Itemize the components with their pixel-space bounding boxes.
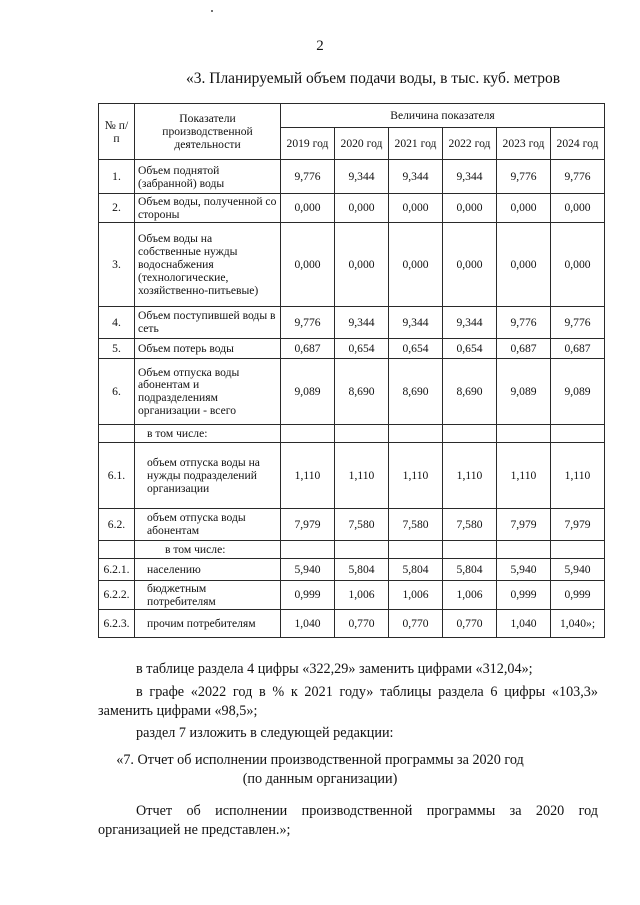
value-cell: 0,654 — [335, 338, 389, 358]
value-cell: 0,770 — [389, 609, 443, 637]
value-cell — [281, 540, 335, 558]
section7-title: «7. Отчет об исполнении производственной программы за 2020 год — [116, 752, 524, 768]
row-number: 4. — [99, 306, 135, 338]
header-year: 2019 год — [281, 128, 335, 160]
row-number: 6. — [99, 358, 135, 424]
table-row — [99, 580, 605, 609]
value-cell: 5,804 — [443, 558, 497, 580]
value-cell: 0,000 — [443, 194, 497, 223]
value-cell: 0,687 — [281, 338, 335, 358]
row-number: 6.2.3. — [99, 609, 135, 637]
value-cell: 7,580 — [443, 508, 497, 540]
value-cell: 0,770 — [443, 609, 497, 637]
value-cell — [551, 540, 605, 558]
paragraph-table6-cont: заменить цифрами «98,5»; — [98, 703, 258, 719]
value-cell: 9,344 — [443, 160, 497, 194]
row-label: Объем поступившей воды в сеть — [135, 306, 281, 338]
value-cell: 0,000 — [389, 222, 443, 306]
value-cell: 0,000 — [335, 222, 389, 306]
section-title: «3. Планируемый объем подачи воды, в тыс. куб. метров — [186, 70, 561, 87]
paragraph-section7: раздел 7 изложить в следующей редакции: — [136, 725, 394, 741]
value-cell: 5,940 — [551, 558, 605, 580]
paragraph-table4: в таблице раздела 4 цифры «322,29» заменить цифрами «312,04»; — [136, 661, 533, 677]
header-year: 2022 год — [443, 128, 497, 160]
value-cell: 0,000 — [551, 222, 605, 306]
value-cell — [335, 540, 389, 558]
value-cell: 9,344 — [443, 306, 497, 338]
value-cell: 0,000 — [497, 222, 551, 306]
row-label: Объем поднятой (забранной) воды — [135, 160, 281, 194]
row-label: Объем воды на собственные нужды водоснабжения (технологические, хозяйственно-питьевые) — [135, 222, 281, 306]
value-cell: 9,344 — [335, 306, 389, 338]
table-row — [99, 508, 605, 540]
value-cell: 9,089 — [551, 358, 605, 424]
row-number: 2. — [99, 194, 135, 223]
value-cell: 1,040 — [281, 609, 335, 637]
table-row — [99, 222, 605, 306]
value-cell: 9,344 — [389, 160, 443, 194]
table-row — [99, 338, 605, 358]
value-cell: 1,006 — [443, 580, 497, 609]
value-cell — [443, 424, 497, 442]
table-row — [99, 442, 605, 508]
row-label: Объем потерь воды — [135, 338, 281, 358]
header-year: 2021 год — [389, 128, 443, 160]
section7-subtitle: (по данным организации) — [242, 771, 398, 787]
header-indicator: Показатели производственной деятельности — [135, 104, 281, 160]
table-row — [99, 358, 605, 424]
row-label: в том числе: — [135, 424, 281, 442]
row-number: 6.1. — [99, 442, 135, 508]
value-cell: 8,690 — [389, 358, 443, 424]
value-cell — [551, 424, 605, 442]
table-row — [99, 424, 605, 442]
value-cell: 0,654 — [443, 338, 497, 358]
value-cell — [389, 424, 443, 442]
value-cell: 0,687 — [551, 338, 605, 358]
value-cell — [335, 424, 389, 442]
value-cell: 0,654 — [389, 338, 443, 358]
row-number: 6.2. — [99, 508, 135, 540]
value-cell: 0,999 — [497, 580, 551, 609]
table-row — [99, 306, 605, 338]
row-label: объем отпуска воды на нужды подразделений организации — [135, 442, 281, 508]
table-row — [99, 609, 605, 637]
value-cell: 1,110 — [551, 442, 605, 508]
value-cell: 5,940 — [497, 558, 551, 580]
value-cell: 5,940 — [281, 558, 335, 580]
value-cell: 0,000 — [443, 222, 497, 306]
value-cell: 1,110 — [281, 442, 335, 508]
value-cell: 0,770 — [335, 609, 389, 637]
paragraph-table6: в графе «2022 год в % к 2021 году» таблицы раздела 6 цифры «103,3» — [136, 684, 598, 700]
row-label: населению — [135, 558, 281, 580]
value-cell: 8,690 — [335, 358, 389, 424]
row-number — [99, 540, 135, 558]
value-cell: 0,999 — [281, 580, 335, 609]
value-cell — [497, 540, 551, 558]
value-cell: 9,776 — [281, 160, 335, 194]
value-cell: 1,040»; — [551, 609, 605, 637]
value-cell — [443, 540, 497, 558]
value-cell: 0,687 — [497, 338, 551, 358]
value-cell: 7,979 — [281, 508, 335, 540]
value-cell: 7,979 — [497, 508, 551, 540]
value-cell: 1,110 — [443, 442, 497, 508]
value-cell: 1,110 — [389, 442, 443, 508]
table-row — [99, 160, 605, 194]
paragraph-report: Отчет об исполнении производственной программы за 2020 год — [136, 803, 598, 819]
header-year: 2020 год — [335, 128, 389, 160]
row-label: бюджетным потребителям — [135, 580, 281, 609]
header-year: 2024 год — [551, 128, 605, 160]
value-cell: 1,040 — [497, 609, 551, 637]
row-number: 5. — [99, 338, 135, 358]
table-row — [99, 540, 605, 558]
value-cell: 9,089 — [281, 358, 335, 424]
row-number: 6.2.2. — [99, 580, 135, 609]
row-label: в том числе: — [135, 540, 281, 558]
water-supply-table — [98, 103, 605, 638]
value-cell: 7,979 — [551, 508, 605, 540]
value-cell: 9,089 — [497, 358, 551, 424]
value-cell: 9,776 — [551, 160, 605, 194]
value-cell: 1,110 — [335, 442, 389, 508]
value-cell: 0,000 — [281, 222, 335, 306]
header-value-group: Величина показателя — [281, 104, 605, 128]
value-cell — [389, 540, 443, 558]
value-cell: 1,006 — [335, 580, 389, 609]
value-cell: 0,000 — [335, 194, 389, 223]
value-cell: 9,776 — [497, 306, 551, 338]
paragraph-report-cont: организацией не представлен.»; — [98, 822, 291, 838]
row-number: 3. — [99, 222, 135, 306]
table-row — [99, 558, 605, 580]
row-label: Объем отпуска воды абонентам и подразделениям организации - всего — [135, 358, 281, 424]
value-cell: 0,000 — [497, 194, 551, 223]
header-year: 2023 год — [497, 128, 551, 160]
value-cell: 1,006 — [389, 580, 443, 609]
row-number — [99, 424, 135, 442]
value-cell — [497, 424, 551, 442]
header-num: № п/п — [99, 104, 135, 160]
row-number: 6.2.1. — [99, 558, 135, 580]
value-cell: 7,580 — [335, 508, 389, 540]
row-number: 1. — [99, 160, 135, 194]
value-cell: 9,776 — [281, 306, 335, 338]
table-row — [99, 194, 605, 223]
value-cell: 7,580 — [389, 508, 443, 540]
value-cell: 9,776 — [497, 160, 551, 194]
value-cell: 9,776 — [551, 306, 605, 338]
value-cell: 0,000 — [389, 194, 443, 223]
value-cell: 0,000 — [281, 194, 335, 223]
page-number: 2 — [316, 38, 324, 54]
value-cell: 0,000 — [551, 194, 605, 223]
value-cell: 1,110 — [497, 442, 551, 508]
row-label: объем отпуска воды абонентам — [135, 508, 281, 540]
value-cell: 0,999 — [551, 580, 605, 609]
value-cell: 5,804 — [389, 558, 443, 580]
value-cell: 5,804 — [335, 558, 389, 580]
value-cell: 9,344 — [335, 160, 389, 194]
row-label: прочим потребителям — [135, 609, 281, 637]
value-cell — [281, 424, 335, 442]
value-cell: 9,344 — [389, 306, 443, 338]
value-cell: 8,690 — [443, 358, 497, 424]
row-label: Объем воды, полученной со стороны — [135, 194, 281, 223]
scan-speck — [211, 10, 213, 12]
